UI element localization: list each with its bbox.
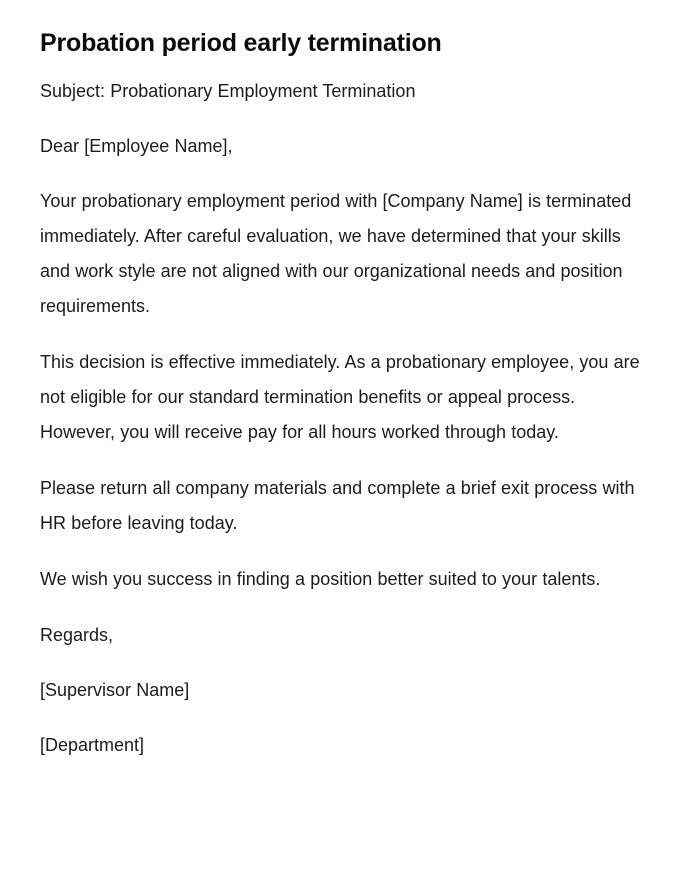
paragraph-supervisor-name: [Supervisor Name] xyxy=(40,680,190,700)
paragraph-termination-notice: Your probationary employment period with [Company Name] is terminated immediately. After careful evaluation, we have determined that your skills and work style are not aligned with our organizational needs and position requirements. xyxy=(40,191,632,316)
paragraph-well-wishes: We wish you success in finding a position better suited to your talents. xyxy=(40,569,601,589)
paragraph-subject: Subject: Probationary Employment Termination xyxy=(40,81,416,101)
paragraph-salutation: Dear [Employee Name], xyxy=(40,136,233,156)
paragraph-closing: Regards, xyxy=(40,625,114,645)
page-title: Probation period early termination xyxy=(40,29,442,57)
paragraph-return-materials: Please return all company materials and complete a brief exit process with HR before leaving today. xyxy=(40,478,635,533)
document-body xyxy=(40,74,660,763)
paragraph-effective-benefits: This decision is effective immediately. As a probationary employee, you are not eligible for our standard termination benefits or appeal process. However, you will receive pay for all hours worked through today. xyxy=(40,352,640,442)
paragraph-department: [Department] xyxy=(40,735,145,755)
